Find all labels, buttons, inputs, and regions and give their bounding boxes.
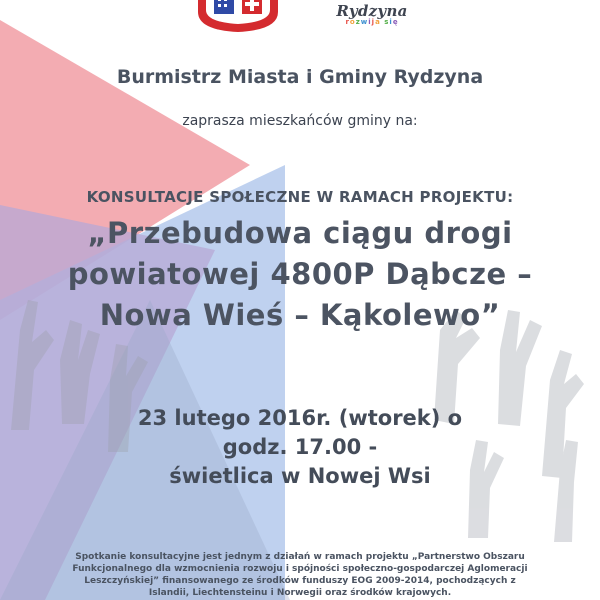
footer-line: Islandii, Liechtensteinu i Norwegii oraz środków krajowych. (148, 588, 452, 598)
project-title (0, 213, 600, 336)
project-title-line: powiatowej 4800P Dąbcze – (67, 257, 533, 291)
footer-line: Funkcjonalnego dla wzmocnienia rozwoju i spójności społeczno-gospodarczej Aglomeracji (72, 564, 528, 574)
event-date-line: 23 lutego 2016r. (wtorek) o (137, 406, 463, 430)
project-title-line: „Przebudowa ciągu drogi (87, 216, 513, 250)
invitation-text: zaprasza mieszkańców gminy na: (182, 113, 418, 129)
brand-logo (322, 2, 422, 26)
event-details (0, 404, 600, 491)
consultation-heading: KONSULTACJE SPOŁECZNE W RAMACH PROJEKTU: (86, 188, 514, 206)
event-venue-line: świetlica w Nowej Wsi (169, 464, 431, 488)
event-time-line: godz. 17.00 - (222, 435, 378, 459)
footer-line: Leszczyńskiej” finansowanego ze środków funduszy EOG 2009-2014, pochodzących z (84, 576, 516, 586)
brand-tagline: rozwija się (345, 18, 399, 26)
brand-name: Rydzyna (336, 2, 408, 20)
page-title: Burmistrz Miasta i Gminy Rydzyna (116, 66, 484, 88)
project-title-line: Nowa Wieś – Kąkolewo” (99, 298, 501, 332)
footer-note (40, 551, 560, 599)
crest-logo (194, 0, 282, 32)
footer-line: Spotkanie konsultacyjne jest jednym z działań w ramach projektu „Partnerstwo Obszaru (75, 552, 525, 562)
